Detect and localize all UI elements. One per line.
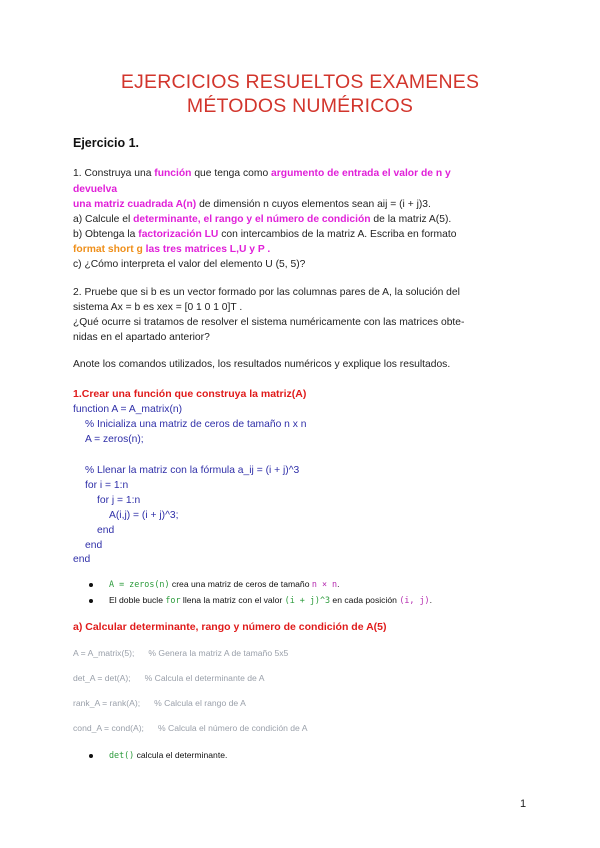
- code-line: A(i,j) = (i + j)^3;: [109, 510, 179, 521]
- bullet-dot: [89, 754, 93, 758]
- code-line: end: [85, 540, 103, 551]
- q2-line1: 2. Pruebe que si b es un vector formado por las columnas pares de A, la solución del: [73, 287, 460, 298]
- q1-line7: c) ¿Cómo interpreta el valor del elemento U (5, 5)?: [73, 259, 306, 270]
- q1-line1: 1. Construya una función que tenga como argumento de entrada el valor de n y: [73, 168, 451, 179]
- instructions-note: Anote los comandos utilizados, los resultados numéricos y explique los resultados.: [73, 359, 451, 370]
- code-comment-line: % Inicializa una matriz de ceros de tamaño n x n: [85, 419, 307, 430]
- exercise-heading: Ejercicio 1.: [73, 136, 140, 150]
- q2-line4: nidas en el apartado anterior?: [73, 332, 210, 343]
- q1-line5: b) Obtenga la factorización LU con intercambios de la matriz A. Escriba en formato: [73, 229, 457, 240]
- q1-line2: devuelva: [73, 184, 118, 195]
- bullet-dot: [89, 599, 93, 603]
- code-line: for j = 1:n: [97, 495, 141, 506]
- code-comment-line: % Llenar la matriz con la fórmula a_ij = (i + j)^3: [85, 465, 300, 476]
- section1-heading: 1.Crear una función que construya la matriz(A): [73, 388, 307, 400]
- q1-line4: a) Calcule el determinante, el rango y el número de condición de la matriz A(5).: [73, 214, 452, 225]
- q2-line2: sistema Ax = b es xex = [0 1 0 1 0]T .: [73, 302, 243, 313]
- code-line: A = A_matrix(5); % Genera la matriz A de tamaño 5x5: [73, 648, 289, 658]
- code-line: cond_A = cond(A); % Calcula el número de condición de A: [73, 723, 308, 733]
- code-line: rank_A = rank(A); % Calcula el rango de A: [73, 698, 246, 708]
- doc-title-line1: EJERCICIOS RESUELTOS EXAMENES: [120, 71, 480, 93]
- bullet-dot: [89, 583, 93, 587]
- doc-title-line2: MÉTODOS NUMÉRICOS: [186, 95, 414, 117]
- code-line: function A = A_matrix(n): [73, 404, 183, 415]
- code-line: for i = 1:n: [85, 480, 129, 491]
- q1-line3: una matriz cuadrada A(n) de dimensión n cuyos elementos sean aij = (i + j)3.: [73, 199, 431, 210]
- q2-line3: ¿Qué ocurre si tratamos de resolver el sistema numéricamente con las matrices obte-: [73, 317, 465, 328]
- code-line: A = zeros(n);: [85, 434, 144, 445]
- code-line: end: [97, 525, 115, 536]
- page-number: 1: [520, 798, 527, 810]
- section2-heading: a) Calcular determinante, rango y número de condición de A(5): [73, 621, 387, 633]
- document-page: EJERCICIOS RESUELTOS EXAMENES MÉTODOS NUMÉRICOS Ejercicio 1. 1. Construya una función que tenga como argumento de entrada el valor de n y devuelva una matriz cuadrada A(n) de dimensión n cuyos elementos sean aij = (i + j)3. a) Calcule el determinante, el rango y el número de condición de la matriz A(5). b) Obtenga la factorización LU con intercambios de la matriz A. Escriba en formato format short g las tres matrices L,U y P . c) ¿Cómo interpreta el valor del elemento U (5, 5)? 2. Pruebe que si b es un vector formado por las columnas pares de A, la solución del sistema Ax = b es xex = [0 1 0 1 0]T . ¿Qué ocurre si tratamos de resolver el sistema numéricamente con las matrices obte- nidas en el apartado anterior? Anote los comandos utilizados, los resultados numéricos y explique los resultados. 1.Crear una función que construya la matriz(A) function A = A_matrix(n) % Inicializa una matriz de ceros de tamaño n x n A = zeros(n); % Llenar la matriz con la fórmula a_ij = (i + j)^3 for i = 1:n for j = 1:n A(i,j) = (i + j)^3; end end end A = zeros(n) crea una matriz de ceros de tamaño n × n. El doble bucle for llena la matriz con el valor (i + j)^3 en cada posición (i, j). a) Calcular determinante, rango y número de condición de A(5) A = A_matrix(5); % Genera la matriz A de tamaño 5x5 det_A = det(A); % Calcula el determinante de A rank_A = rank(A); % Calcula el rango de A cond_A = cond(A); % Calcula el número de condición de A det() calcula el determinante. 1: [0, 0, 600, 848]
- code-line: end: [73, 554, 91, 565]
- q1-line6: format short g las tres matrices L,U y P .: [73, 244, 271, 255]
- code-line: det_A = det(A); % Calcula el determinante de A: [73, 673, 265, 683]
